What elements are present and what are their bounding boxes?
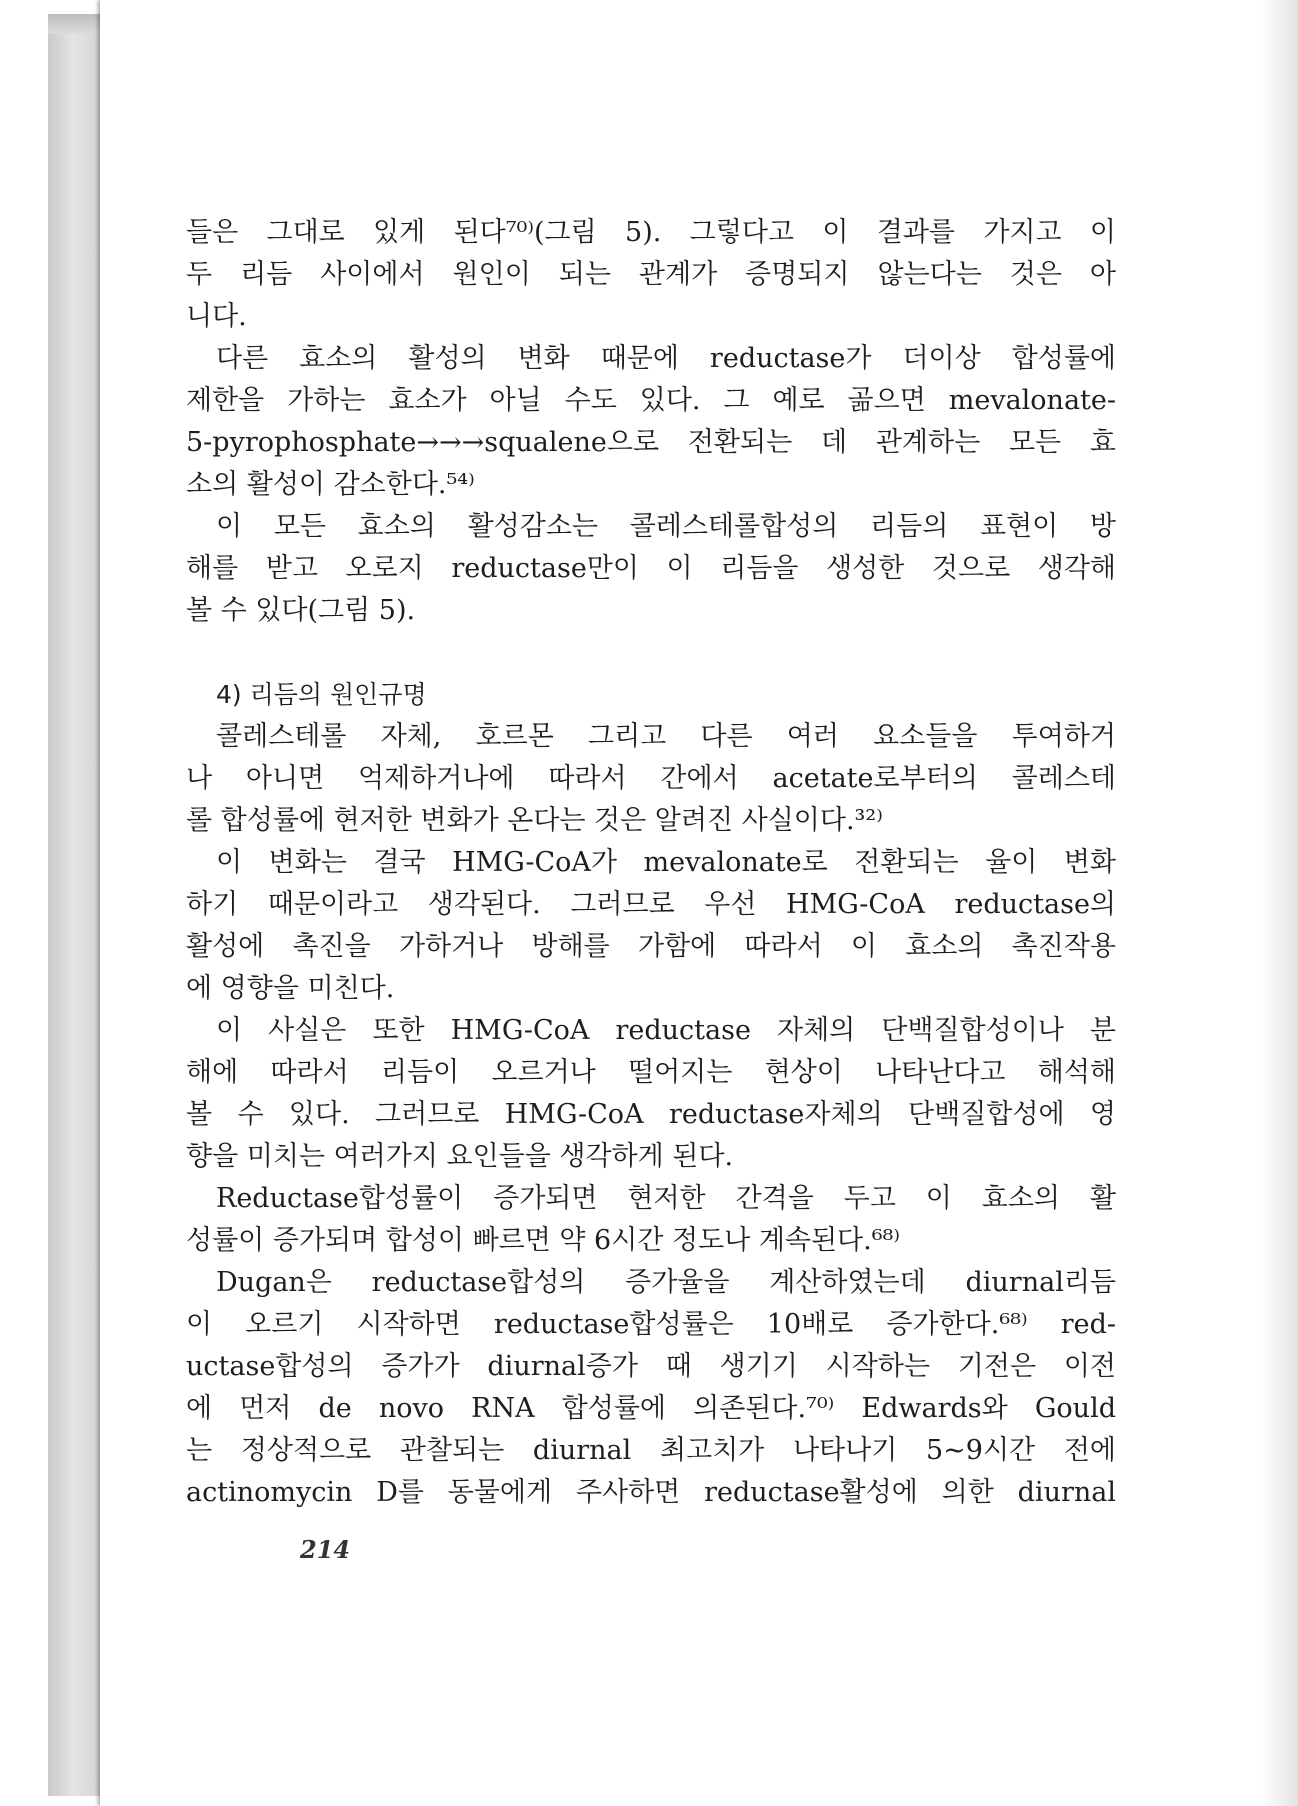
text-line: uctase합성의 증가가 diurnal증가 때 생기기 시작하는 기전은 이전 bbox=[186, 1351, 1116, 1382]
paragraph bbox=[186, 338, 1116, 506]
text-line: Reductase합성률이 증가되면 현저한 간격을 두고 이 효소의 활 bbox=[216, 1183, 1116, 1214]
text-line: 에 먼저 de novo RNA 합성률에 의존된다.⁷⁰⁾ Edwards와 Gould bbox=[186, 1393, 1116, 1424]
paragraph bbox=[186, 212, 1116, 338]
text-line: Dugan은 reductase합성의 증가율을 계산하였는데 diurnal리듬 bbox=[216, 1267, 1116, 1298]
text-line: 두 리듬 사이에서 원인이 되는 관계가 증명되지 않는다는 것은 아 bbox=[186, 259, 1116, 290]
text-line: 이 오르기 시작하면 reductase합성률은 10배로 증가한다.⁶⁸⁾ red- bbox=[186, 1309, 1116, 1340]
text-line: 에 영향을 미친다. bbox=[186, 973, 395, 1004]
book-top-edge bbox=[48, 14, 102, 34]
text-line: 해에 따라서 리듬이 오르거나 떨어지는 현상이 나타난다고 해석해 bbox=[186, 1057, 1116, 1088]
text-line: 롤 합성률에 현저한 변화가 온다는 것은 알려진 사실이다.³²⁾ bbox=[186, 805, 883, 836]
paragraph bbox=[186, 1010, 1116, 1178]
paragraph bbox=[186, 506, 1116, 632]
section-heading: 4) 리듬의 원인규명 bbox=[216, 680, 427, 709]
page-edge-shadow bbox=[1262, 0, 1298, 1806]
text-line: 나 아니면 억제하거나에 따라서 간에서 acetate로부터의 콜레스테 bbox=[186, 763, 1116, 794]
text-line: 하기 때문이라고 생각된다. 그러므로 우선 HMG-CoA reductase의 bbox=[186, 889, 1116, 920]
text-line: 향을 미치는 여러가지 요인들을 생각하게 된다. bbox=[186, 1141, 734, 1172]
book-spine-edge bbox=[48, 14, 102, 1796]
paragraph bbox=[186, 716, 1116, 842]
text-line: 이 변화는 결국 HMG-CoA가 mevalonate로 전환되는 율이 변화 bbox=[216, 847, 1116, 878]
paragraph bbox=[186, 1178, 1116, 1262]
text-line: 다른 효소의 활성의 변화 때문에 reductase가 더이상 합성률에 bbox=[216, 343, 1116, 374]
text-line: 성률이 증가되며 합성이 빠르면 약 6시간 정도나 계속된다.⁶⁸⁾ bbox=[186, 1225, 901, 1256]
text-line: 는 정상적으로 관찰되는 diurnal 최고치가 나타나기 5∼9시간 전에 bbox=[186, 1435, 1116, 1466]
text-line: 해를 받고 오로지 reductase만이 이 리듬을 생성한 것으로 생각해 bbox=[186, 553, 1116, 584]
text-line: 니다. bbox=[186, 301, 247, 332]
paragraph bbox=[186, 842, 1116, 1010]
text-line: 볼 수 있다(그림 5). bbox=[186, 595, 416, 626]
paragraph bbox=[186, 1262, 1116, 1514]
section-gap bbox=[186, 632, 1116, 674]
text-line: 콜레스테롤 자체, 호르몬 그리고 다른 여러 요소들을 투여하거 bbox=[216, 721, 1116, 752]
text-line: 이 모든 효소의 활성감소는 콜레스테롤합성의 리듬의 표현이 방 bbox=[216, 511, 1116, 542]
text-line: 활성에 촉진을 가하거나 방해를 가함에 따라서 이 효소의 촉진작용 bbox=[186, 931, 1116, 962]
text-line: 이 사실은 또한 HMG-CoA reductase 자체의 단백질합성이나 분 bbox=[216, 1015, 1116, 1046]
page-number: 214 bbox=[300, 1535, 351, 1564]
text-line: 제한을 가하는 효소가 아닐 수도 있다. 그 예로 곪으면 mevalonate- bbox=[186, 385, 1116, 416]
page-body-text bbox=[186, 212, 1116, 1514]
text-line: 들은 그대로 있게 된다⁷⁰⁾(그림 5). 그렇다고 이 결과를 가지고 이 bbox=[186, 217, 1116, 248]
text-line: 5-pyrophosphate→→→squalene으로 전환되는 데 관계하는 모든 효 bbox=[186, 427, 1116, 458]
text-line: 볼 수 있다. 그러므로 HMG-CoA reductase자체의 단백질합성에 영 bbox=[186, 1099, 1116, 1130]
text-line: actinomycin D를 동물에게 주사하면 reductase활성에 의한 diurnal bbox=[186, 1477, 1116, 1508]
text-line: 소의 활성이 감소한다.⁵⁴⁾ bbox=[186, 469, 475, 500]
